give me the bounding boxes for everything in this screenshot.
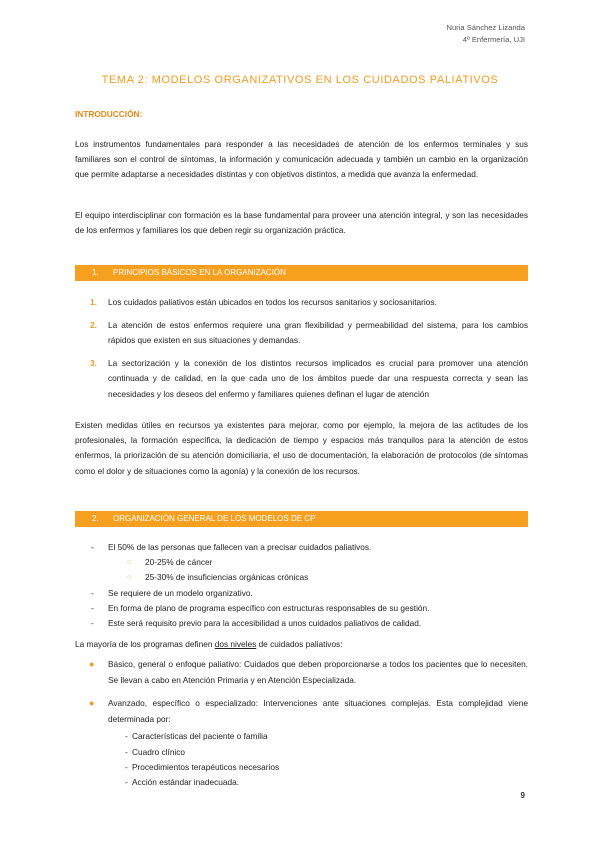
item-text: Acción estándar inadecuada. [132, 776, 240, 787]
dash-marker: - [91, 618, 94, 629]
section-1-title: PRINCIPIOS BÁSICOS EN LA ORGANIZACIÓN [113, 268, 286, 277]
item-text: Características del paciente o familia [132, 731, 268, 742]
section-2-number: 2. [92, 514, 99, 523]
item-number: 2. [90, 319, 97, 330]
dash-marker: - [125, 776, 128, 787]
list-item [75, 601, 528, 616]
list-item [75, 295, 528, 311]
organization-list [75, 540, 528, 631]
author-name: Nuria Sánchez Lizanda [446, 23, 525, 32]
item-text: Avanzado, específico o especializado: Intervenciones ante situaciones complejas. Esta complejidad viene determinada por: [108, 698, 528, 724]
list-item [75, 696, 528, 727]
sub-list-item [75, 775, 528, 790]
dash-marker: - [125, 761, 128, 772]
page-number: 9 [520, 791, 525, 800]
dash-marker: - [125, 731, 128, 742]
sub-list-item [75, 570, 528, 585]
item-text: Procedimientos terapéuticos necesarios [132, 761, 280, 772]
dot-bullet-icon: ● [89, 698, 95, 709]
list-item [75, 657, 528, 688]
item-text: Se requiere de un modelo organizativo. [108, 587, 253, 598]
levels-text-underlined: dos niveles [214, 639, 257, 649]
sub-list-item [75, 729, 528, 744]
dash-marker: - [91, 587, 94, 598]
intro-heading: INTRODUCCIÓN: [75, 109, 143, 119]
section-1-number: 1. [92, 268, 99, 277]
levels-list [75, 657, 528, 790]
sub-list-item [75, 760, 528, 775]
list-item [75, 586, 528, 601]
levels-text-pre: La mayoría de los programas definen [75, 639, 215, 649]
item-text: Este será requisito previo para la accesibilidad a unos cuidados paliativos de calidad. [108, 618, 422, 629]
levels-text-post: de cuidados paliativos: [256, 639, 343, 649]
circle-bullet-icon: ○ [127, 559, 132, 567]
intro-paragraph-2: El equipo interdisciplinar con formación es la base fundamental para proveer una atención integral, y son las necesidades de los enfermos y familiares los que deben regir su organización práctica. [75, 210, 528, 236]
item-text: Cuadro clínico [132, 746, 186, 757]
list-item [75, 318, 528, 349]
course-name: 4º Enfermería, UJI [462, 35, 525, 44]
dash-marker: - [91, 542, 94, 552]
section-1-paragraph: Existen medidas útiles en recursos ya existentes para mejorar, como por ejemplo, la mejora de las actitudes de los profesionales, la formación específica, la dedicación de tiempo y espacios más tranquilos para la atención de estos enfermos, la priorización de su atención domiciliaria, el uso de documentación, la elaboración de protocolos (de síntomas como el dolor y de situaciones como la agonía) y la conexión de los recursos. [75, 420, 528, 476]
item-text: Los cuidados paliativos están ubicados en todos los recursos sanitarios y sociosanitarios. [108, 297, 437, 307]
item-number: 1. [90, 297, 97, 307]
item-text: En forma de plano de programa específico con estructuras responsables de su gestión. [108, 602, 430, 613]
dash-marker: - [125, 746, 128, 757]
item-number: 3. [90, 357, 97, 368]
item-text: La sectorización y la conexión de los distintos recursos implicados es crucial para promover una atención continuada y de calidad, en la que cada uno de los ámbitos puede dar una respuesta correcta y sean las necesidades y los deseos del enfermo y familiares quienes definan el lugar de atención [108, 357, 528, 399]
section-1-header [75, 265, 528, 281]
dash-marker: - [91, 602, 94, 613]
document-title: TEMA 2: MODELOS ORGANIZATIVOS EN LOS CUIDADOS PALIATIVOS [101, 74, 499, 86]
sub-list-item [75, 745, 528, 760]
dot-bullet-icon: ● [89, 659, 95, 669]
list-item [75, 356, 528, 403]
list-item [75, 540, 528, 555]
item-text: 25-30% de insuficiencias orgánicas crónicas [145, 572, 309, 583]
intro-paragraph-1: Los instrumentos fundamentales para responder a las necesidades de atención de los enfermos terminales y sus familiares son el control de síntomas, la información y comunicación adecuada y también un cambio en la organización que permite adaptarse a necesidades distintas y con objetivos distintos, a medida que avanza la enfermedad. [75, 139, 528, 180]
section-2-title: ORGANIZACIÓN GENERAL DE LOS MODELOS DE CP [113, 514, 316, 523]
item-text: El 50% de las personas que fallecen van a precisar cuidados paliativos. [108, 542, 372, 552]
principles-list [75, 295, 528, 410]
item-text: 20-25% de cáncer [145, 557, 213, 568]
item-text: Básico, general o enfoque paliativo: Cuidados que deben proporcionarse a todos los pacientes que lo necesiten. Se llevan a cabo en Atención Primaria y en Atención Especializada. [108, 659, 528, 685]
section-2-header [75, 511, 528, 527]
sub-list-item [75, 555, 528, 570]
circle-bullet-icon: ○ [127, 574, 132, 582]
page-header [446, 22, 525, 46]
levels-intro [75, 637, 528, 652]
item-text: La atención de estos enfermos requiere una gran flexibilidad y permeabilidad del sistema, para los cambios rápidos que existen en sus situaciones y demandas. [108, 319, 528, 346]
list-item [75, 616, 528, 631]
